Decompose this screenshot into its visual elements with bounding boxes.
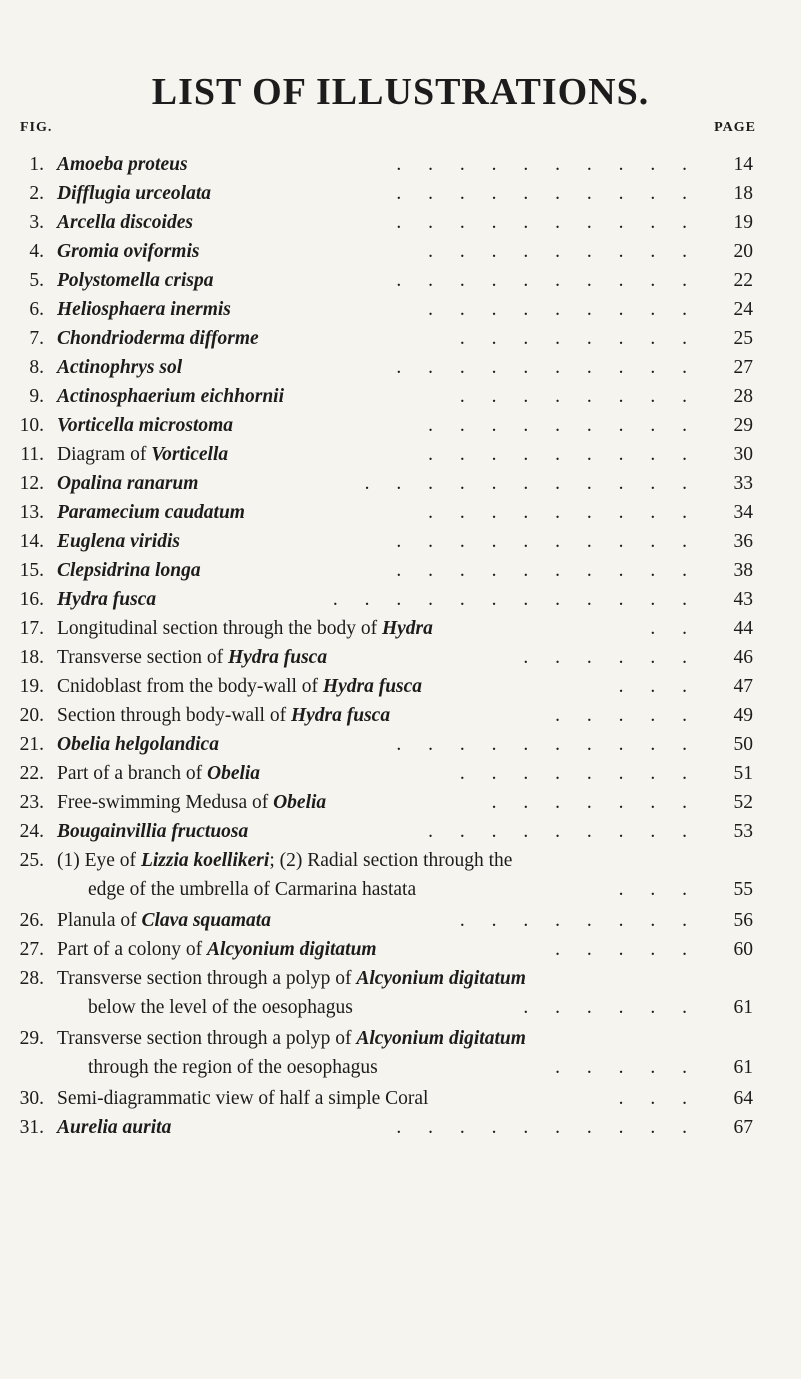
- species-name: Paramecium caudatum: [57, 502, 245, 523]
- leader-dots: . . . . . . . . .: [428, 502, 698, 523]
- figure-number: 24.: [19, 821, 44, 842]
- species-name: Chondrioderma difforme: [57, 328, 259, 349]
- figure-number: 4.: [29, 241, 44, 262]
- species-name: Hydra fusca: [322, 676, 423, 697]
- list-item: [0, 964, 801, 1024]
- figure-number: 18.: [19, 647, 44, 668]
- figure-caption: [57, 527, 180, 556]
- figure-number: 13.: [19, 502, 44, 523]
- page-number: 18: [733, 183, 753, 204]
- figure-caption: [57, 1084, 428, 1113]
- species-name: Vorticella microstoma: [57, 415, 234, 436]
- list-item: [0, 353, 801, 382]
- list-item: [0, 179, 801, 208]
- list-item: [0, 846, 801, 906]
- figure-caption: [57, 469, 198, 498]
- page-number: 33: [733, 473, 753, 494]
- list-item: [0, 701, 801, 730]
- page-number: 30: [733, 444, 753, 465]
- figure-caption: [57, 266, 214, 295]
- page-number: 64: [733, 1088, 753, 1109]
- leader-dots: . . .: [618, 879, 698, 900]
- species-name: Hydra fusca: [57, 589, 157, 610]
- figure-caption: [57, 817, 248, 846]
- species-name: Alcyonium digitatum: [356, 968, 526, 989]
- species-name: Obelia: [273, 792, 327, 813]
- caption-text: through the region of the oesophagus: [88, 1057, 378, 1078]
- figure-caption: [57, 846, 512, 875]
- caption-text: Free-swimming Medusa of: [57, 792, 274, 813]
- figure-caption: [57, 150, 188, 179]
- figure-number: 15.: [19, 560, 44, 581]
- list-item: [0, 295, 801, 324]
- leader-dots: . . . . . . . . . .: [396, 270, 698, 291]
- list-item: [0, 237, 801, 266]
- list-item: [0, 556, 801, 585]
- figure-caption: [57, 672, 422, 701]
- figure-caption: [57, 643, 327, 672]
- caption-text: below the level of the oesophagus: [88, 997, 353, 1018]
- species-name: Actinophrys sol: [57, 357, 183, 378]
- leader-dots: . . . . . . . . . .: [396, 183, 698, 204]
- page-number: 19: [733, 212, 753, 233]
- figure-caption: [57, 324, 259, 353]
- figure-caption: [57, 759, 260, 788]
- caption-text: Transverse section through a polyp of: [57, 968, 357, 989]
- figure-caption: [57, 701, 390, 730]
- figure-caption: [57, 237, 199, 266]
- caption-text: Part of a branch of: [57, 763, 207, 784]
- list-item: [0, 469, 801, 498]
- leader-dots: . . . . .: [555, 705, 698, 726]
- figure-number: 7.: [29, 328, 44, 349]
- page-number: 38: [733, 560, 753, 581]
- page-number: 36: [733, 531, 753, 552]
- page-number: 51: [733, 763, 753, 784]
- figure-caption-continued: [88, 993, 353, 1022]
- list-item: [0, 266, 801, 295]
- figure-caption: [57, 788, 326, 817]
- list-item: [0, 1084, 801, 1113]
- leader-dots: . . . . . . .: [491, 792, 698, 813]
- illustrations-list: [0, 150, 801, 1142]
- caption-text: Diagram of: [57, 444, 152, 465]
- figure-number: 6.: [29, 299, 44, 320]
- figure-number: 21.: [19, 734, 44, 755]
- list-item: [0, 150, 801, 179]
- species-name: Hydra fusca: [227, 647, 328, 668]
- figure-caption: [57, 1024, 526, 1053]
- species-name: Polystomella crispa: [57, 270, 214, 291]
- leader-dots: . . .: [618, 1088, 698, 1109]
- figure-caption: [57, 1113, 171, 1142]
- figure-number: 30.: [19, 1088, 44, 1109]
- caption-text: Planula of: [57, 910, 142, 931]
- caption-text: Transverse section through a polyp of: [57, 1028, 357, 1049]
- leader-dots: . . . . . . . . . . . .: [332, 589, 698, 610]
- caption-text: Section through body-wall of: [57, 705, 291, 726]
- figure-caption: [57, 382, 284, 411]
- species-name: Obelia helgolandica: [57, 734, 219, 755]
- figure-number: 31.: [19, 1117, 44, 1138]
- list-item: [0, 585, 801, 614]
- leader-dots: . . . . . . . . . . .: [364, 473, 698, 494]
- figure-number: 28.: [19, 968, 44, 989]
- list-item: [0, 498, 801, 527]
- figure-caption: [57, 935, 377, 964]
- page-number: 14: [733, 154, 753, 175]
- leader-dots: . . . . . . . . . .: [396, 734, 698, 755]
- figure-number: 25.: [19, 850, 44, 871]
- list-item: [0, 208, 801, 237]
- figure-number: 17.: [19, 618, 44, 639]
- species-name: Clava squamata: [141, 910, 271, 931]
- species-name: Aurelia aurita: [57, 1117, 172, 1138]
- figure-number: 16.: [19, 589, 44, 610]
- leader-dots: . .: [650, 618, 698, 639]
- page-number: 53: [733, 821, 753, 842]
- species-name: Alcyonium digitatum: [207, 939, 377, 960]
- species-name: Euglena viridis: [57, 531, 180, 552]
- leader-dots: . . . . . . . . .: [428, 444, 698, 465]
- page-number: 25: [733, 328, 753, 349]
- figure-caption: [57, 585, 156, 614]
- list-item: [0, 935, 801, 964]
- list-item: [0, 759, 801, 788]
- leader-dots: . . . . . . . .: [459, 328, 698, 349]
- page-number: 28: [733, 386, 753, 407]
- figure-caption-continued: [88, 875, 416, 904]
- caption-text: Longitudinal section through the body of: [57, 618, 382, 639]
- list-item: [0, 440, 801, 469]
- list-item: [0, 1113, 801, 1142]
- list-item: [0, 527, 801, 556]
- page-number: 60: [733, 939, 753, 960]
- figure-number: 11.: [20, 444, 44, 465]
- list-item: [0, 324, 801, 353]
- leader-dots: . . . . . . . .: [459, 910, 698, 931]
- species-name: Alcyonium digitatum: [356, 1028, 526, 1049]
- figure-caption: [57, 556, 201, 585]
- figure-number: 1.: [29, 154, 44, 175]
- page-number: 55: [733, 879, 753, 900]
- list-item: [0, 906, 801, 935]
- species-name: Arcella discoides: [57, 212, 193, 233]
- species-name: Lizzia koellikeri: [140, 850, 270, 871]
- list-item: [0, 614, 801, 643]
- figure-caption: [57, 353, 182, 382]
- leader-dots: . . . . . . . . . .: [396, 154, 698, 175]
- figure-number: 27.: [19, 939, 44, 960]
- fig-column-header: FIG.: [20, 120, 53, 135]
- figure-caption: [57, 440, 228, 469]
- page-column-header: PAGE: [714, 120, 756, 135]
- leader-dots: . . . . . . . . .: [428, 241, 698, 262]
- figure-number: 23.: [19, 792, 44, 813]
- page-number: 52: [733, 792, 753, 813]
- leader-dots: . . . . . . . . .: [428, 299, 698, 320]
- figure-number: 26.: [19, 910, 44, 931]
- figure-caption: [57, 614, 433, 643]
- page-number: 22: [733, 270, 753, 291]
- caption-text: ; (2) Radial section through the: [269, 850, 513, 871]
- leader-dots: . . . . . . . . . .: [396, 357, 698, 378]
- page-number: 56: [733, 910, 753, 931]
- caption-text: Cnidoblast from the body-wall of: [57, 676, 323, 697]
- figure-number: 3.: [29, 212, 44, 233]
- figure-number: 29.: [19, 1028, 44, 1049]
- leader-dots: . . . . . . . .: [459, 386, 698, 407]
- list-item: [0, 730, 801, 759]
- page-number: 46: [733, 647, 753, 668]
- page-number: 44: [733, 618, 753, 639]
- figure-caption: [57, 295, 231, 324]
- list-item: [0, 411, 801, 440]
- leader-dots: . . .: [618, 676, 698, 697]
- page-number: 50: [733, 734, 753, 755]
- leader-dots: . . . . . . . . . .: [396, 1117, 698, 1138]
- page-number: 20: [733, 241, 753, 262]
- figure-caption: [57, 730, 219, 759]
- figure-number: 5.: [29, 270, 44, 291]
- species-name: Clepsidrina longa: [57, 560, 201, 581]
- species-name: Difflugia urceolata: [57, 183, 212, 204]
- page-number: 47: [733, 676, 753, 697]
- leader-dots: . . . . . .: [523, 647, 698, 668]
- figure-number: 20.: [19, 705, 44, 726]
- list-item: [0, 382, 801, 411]
- figure-caption-continued: [88, 1053, 378, 1082]
- page-number: 61: [733, 1057, 753, 1078]
- species-name: Gromia oviformis: [57, 241, 200, 262]
- figure-caption: [57, 964, 526, 993]
- page-number: 24: [733, 299, 753, 320]
- page-number: 43: [733, 589, 753, 610]
- figure-caption: [57, 498, 245, 527]
- species-name: Hydra: [381, 618, 433, 639]
- figure-number: 14.: [19, 531, 44, 552]
- page-number: 29: [733, 415, 753, 436]
- figure-number: 12.: [19, 473, 44, 494]
- leader-dots: . . . . . . . . .: [428, 415, 698, 436]
- page-number: 67: [733, 1117, 753, 1138]
- leader-dots: . . . . . . . . . .: [396, 560, 698, 581]
- page-number: 27: [733, 357, 753, 378]
- figure-number: 9.: [29, 386, 44, 407]
- species-name: Bougainvillia fructuosa: [57, 821, 249, 842]
- list-item: [0, 817, 801, 846]
- caption-text: Semi-diagrammatic view of half a simple Coral: [57, 1088, 429, 1109]
- species-name: Vorticella: [151, 444, 229, 465]
- leader-dots: . . . . .: [555, 1057, 698, 1078]
- leader-dots: . . . . . . . . . .: [396, 212, 698, 233]
- figure-caption: [57, 411, 233, 440]
- figure-number: 22.: [19, 763, 44, 784]
- leader-dots: . . . . . . . .: [459, 763, 698, 784]
- caption-text: edge of the umbrella of: [88, 879, 275, 900]
- figure-number: 10.: [19, 415, 44, 436]
- species-name: Carmarina hastata: [274, 879, 417, 900]
- page-number: 49: [733, 705, 753, 726]
- leader-dots: . . . . . .: [523, 997, 698, 1018]
- caption-text: (1) Eye of: [57, 850, 141, 871]
- figure-number: 8.: [29, 357, 44, 378]
- caption-text: Part of a colony of: [57, 939, 208, 960]
- species-name: Heliosphaera inermis: [57, 299, 231, 320]
- species-name: Hydra fusca: [290, 705, 391, 726]
- leader-dots: . . . . . . . . .: [428, 821, 698, 842]
- caption-text: Transverse section of: [57, 647, 228, 668]
- figure-number: 2.: [29, 183, 44, 204]
- page-number: 61: [733, 997, 753, 1018]
- species-name: Obelia: [206, 763, 261, 784]
- species-name: Opalina ranarum: [57, 473, 199, 494]
- list-item: [0, 788, 801, 817]
- leader-dots: . . . . .: [555, 939, 698, 960]
- figure-number: 19.: [19, 676, 44, 697]
- list-item: [0, 1024, 801, 1084]
- list-item: [0, 672, 801, 701]
- figure-caption: [57, 208, 193, 237]
- species-name: Actinosphaerium eichhornii: [57, 386, 285, 407]
- leader-dots: . . . . . . . . . .: [396, 531, 698, 552]
- page-number: 34: [733, 502, 753, 523]
- figure-caption: [57, 179, 211, 208]
- species-name: Amoeba proteus: [57, 154, 188, 175]
- figure-caption: [57, 906, 271, 935]
- list-item: [0, 643, 801, 672]
- page-title: LIST OF ILLUSTRATIONS.: [151, 71, 650, 113]
